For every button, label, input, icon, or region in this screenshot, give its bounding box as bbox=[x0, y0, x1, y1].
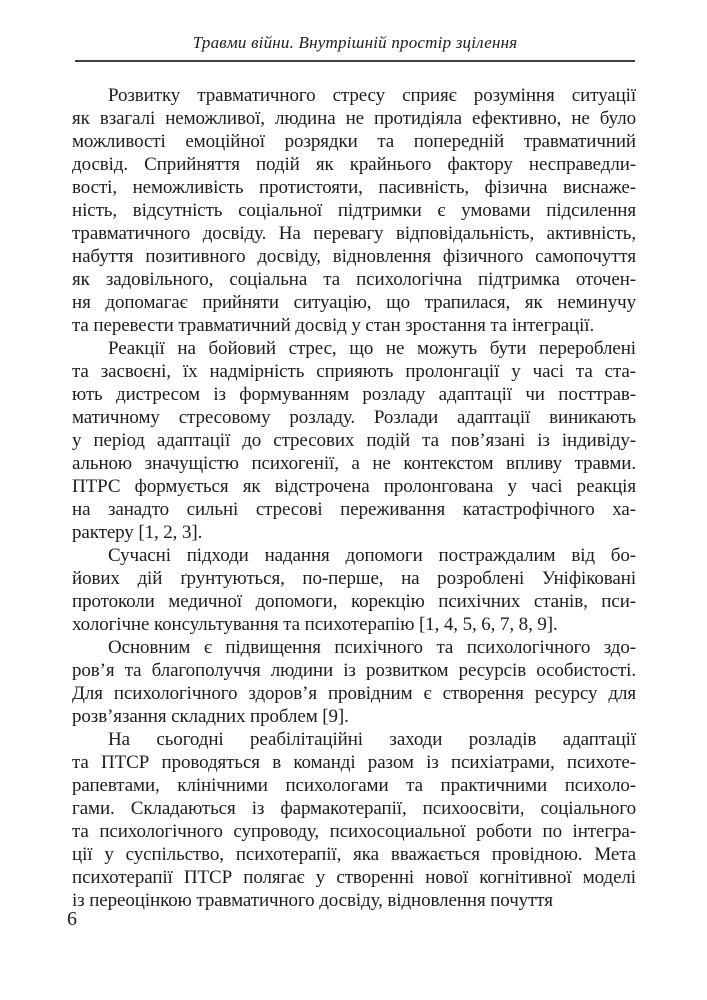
text-line: можливості емоційної розрядки та попередній травматичний bbox=[72, 131, 636, 152]
text-line: ров’я та благополуччя людини із розвитком ресурсів особистості. bbox=[72, 660, 636, 681]
text-line: рактеру [1, 2, 3]. bbox=[72, 522, 203, 543]
text-line: Сучасні підходи надання допомоги постраждалим від бо- bbox=[108, 545, 636, 566]
body-text bbox=[72, 84, 636, 912]
text-line: та психологічного супроводу, психосоциальної роботи по інтегра- bbox=[72, 821, 636, 842]
text-line: та ПТСР проводяться в команді разом із психіатрами, психоте- bbox=[72, 752, 636, 773]
text-line: Реакції на бойовий стрес, що не можуть бути перероблені bbox=[108, 338, 636, 359]
text-line: та засвоєні, їх надмірність сприяють пролонгації у часі та ста- bbox=[72, 361, 636, 382]
text-line: розв’язання складних проблем [9]. bbox=[72, 706, 349, 727]
text-line: Для психологічного здоров’я провідним є створення ресурсу для bbox=[72, 683, 636, 704]
text-line: На сьогодні реабілітаційні заходи розладів адаптації bbox=[108, 729, 636, 750]
text-line: рапевтами, клінічними психологами та практичними психоло- bbox=[72, 775, 636, 796]
text-line: як взагалі неможливої, людина не протидіяла ефективно, не було bbox=[72, 108, 636, 129]
text-line: психотерапії ПТСР полягає у створенні нової когнітивної моделі bbox=[72, 867, 636, 888]
text-line: ня допомагає прийняти ситуацію, що трапилася, як неминучу bbox=[72, 292, 636, 313]
text-line: гами. Складаються із фармакотерапії, психоосвіти, соціального bbox=[72, 798, 636, 819]
text-line: як задовільного, соціальна та психологічна підтримка оточен- bbox=[72, 269, 636, 290]
text-line: ність, відсутність соціальної підтримки є умовами підсилення bbox=[72, 200, 636, 221]
paragraph bbox=[72, 84, 636, 337]
text-line: травматичного досвіду. На перевагу відповідальність, активність, bbox=[72, 223, 636, 244]
text-line: набуття позитивного досвіду, відновлення фізичного самопочуття bbox=[72, 246, 636, 267]
text-line: ють дистресом із формуванням розладу адаптації чи посттрав- bbox=[72, 384, 636, 405]
text-line: Розвитку травматичного стресу сприяє розуміння ситуації bbox=[108, 85, 636, 106]
text-line: хологічне консультування та психотерапію [1, 4, 5, 6, 7, 8, 9]. bbox=[72, 614, 558, 635]
text-line: протоколи медичної допомоги, корекцію психічних станів, пси- bbox=[72, 591, 636, 612]
running-header: Травми війни. Внутрішній простір зцілення bbox=[192, 33, 518, 52]
page-number: 6 bbox=[67, 908, 77, 930]
text-line: матичному стресовому розладу. Розлади адаптації виникають bbox=[72, 407, 636, 428]
text-line: та перевести травматичний досвід у стан зростання та інтеграції. bbox=[72, 315, 595, 336]
text-line: із переоцінкою травматичного досвіду, відновлення почуття bbox=[72, 890, 553, 911]
paragraph bbox=[72, 728, 636, 912]
text-line: Основним є підвищення психічного та психологічного здо- bbox=[108, 637, 636, 658]
text-line: досвід. Сприйняття подій як крайнього фактору несправедли- bbox=[72, 154, 636, 175]
text-line: у період адаптації до стресових подій та пов’язані із індивіду- bbox=[72, 430, 636, 451]
text-line: ПТРС формується як відстрочена пролонгована у часі реакція bbox=[72, 476, 636, 497]
text-line: йових дій ґрунтуються, по-перше, на розроблені Уніфіковані bbox=[72, 568, 636, 589]
text-line: вості, неможливість протистояти, пасивність, фізична виснаже- bbox=[72, 177, 636, 198]
paragraph bbox=[72, 337, 636, 544]
text-line: ції у суспільство, психотерапії, яка вважається провідною. Мета bbox=[72, 844, 636, 865]
text-line: альною значущістю психогенії, а не контекстом впливу травми. bbox=[72, 453, 636, 474]
text-line: на занадто сильні стресові переживання катастрофічного ха- bbox=[72, 499, 636, 520]
paragraph bbox=[72, 636, 636, 728]
header-rule bbox=[75, 60, 635, 62]
paragraph bbox=[72, 544, 636, 636]
